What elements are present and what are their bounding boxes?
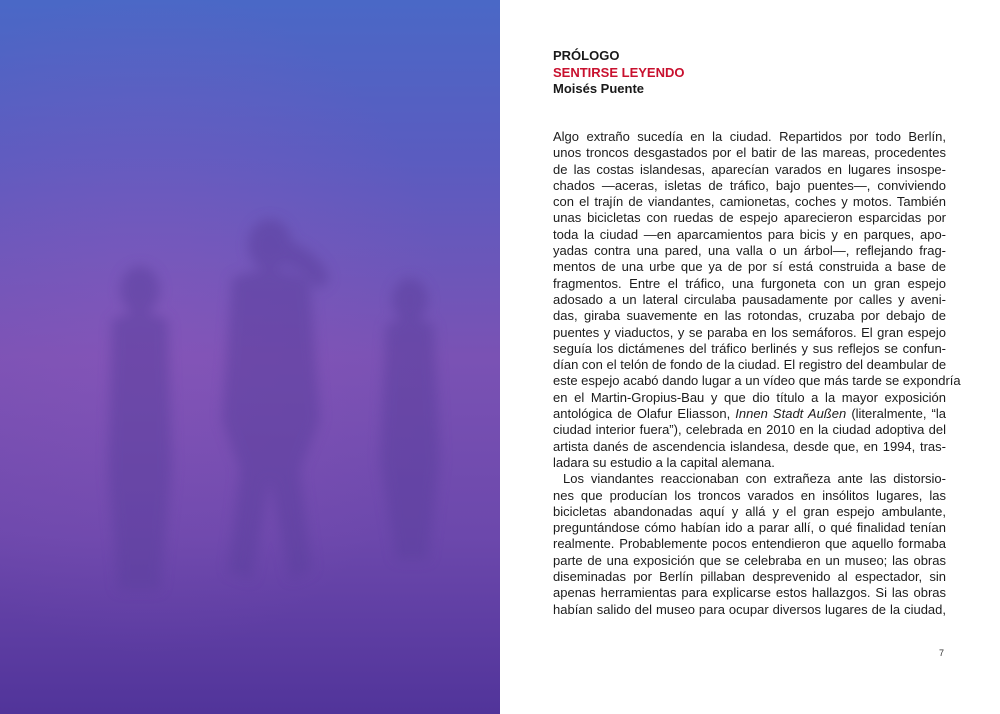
body-text bbox=[553, 129, 961, 618]
figure-body-right bbox=[380, 319, 440, 561]
text-line: unas bicicletas con ruedas de espejo aparecieron esparcidas por bbox=[553, 210, 946, 226]
text-line: ladara su estudio a la capital alemana. bbox=[553, 454, 775, 470]
chapter-kicker: PRÓLOGO bbox=[553, 48, 620, 63]
text-segment: (literalmente, “la bbox=[846, 406, 947, 422]
text-line: Algo extraño sucedía en la ciudad. Repartidos por todo Berlín, bbox=[553, 129, 946, 144]
text-line: mentos de una urbe que ya de por sí está construida a base de bbox=[553, 259, 946, 275]
text-line: toda la ciudad —en aparcamientos para bicis y en parques, apo- bbox=[553, 226, 946, 242]
text-line: bicicletas abandonadas aquí y allá y el gran espejo ambulante, bbox=[553, 503, 946, 519]
text-line: con el trajín de viandantes, camionetas, coches y motos. También bbox=[553, 194, 946, 210]
text-line: fragmentos. Entre el tráfico, una furgoneta con un gran espejo bbox=[553, 275, 946, 291]
text-line: habían salido del museo para ocupar diversos lugares de la ciudad, bbox=[553, 601, 946, 617]
text-line: das, giraba suavemente en las rotondas, cruzaba por debajo de bbox=[553, 308, 946, 324]
page-number: 7 bbox=[939, 648, 945, 658]
text-line: parte de una exposición que se celebraba en un museo; las obras bbox=[553, 552, 946, 568]
text-line: yadas contra una pared, una valla o un árbol—, reflejando frag- bbox=[553, 243, 946, 259]
text-line: de las costas islandesas, aparecían varados en lugares insospe- bbox=[553, 161, 946, 177]
text-line: unos troncos desgastados por el batir de las mareas, procedentes bbox=[553, 145, 946, 161]
text-line: dían con el telón de fondo de la ciudad. El registro del deambular de bbox=[553, 357, 947, 373]
text-line: preguntándose cómo habían ido a parar allí, o qué finalidad tenían bbox=[553, 520, 946, 536]
figure-head-right bbox=[392, 278, 428, 322]
text-line: adosado a un lateral circulaba pausadamente por calles y aveni- bbox=[553, 291, 946, 307]
text-segment: antológica de Olafur Eliasson, bbox=[553, 406, 736, 422]
chapter-header bbox=[553, 48, 684, 98]
text-line: Los viandantes reaccionaban con extrañeza ante las distorsio- bbox=[563, 471, 946, 487]
chapter-title: SENTIRSE LEYENDO bbox=[553, 64, 685, 80]
figure-head-left bbox=[120, 266, 160, 314]
figure-head-center bbox=[248, 219, 292, 271]
text-line: ciudad interior fuera”), celebrada en 2010 en la ciudad adoptiva del bbox=[553, 422, 946, 438]
text-line: realmente. Probablemente pocos entendieron que aquello formaba bbox=[553, 536, 946, 552]
figure-body-center bbox=[222, 270, 320, 580]
text-page bbox=[500, 0, 1000, 714]
text-line: puentes y viaductos, y se paraba en los semáforos. El gran espejo bbox=[553, 324, 946, 340]
text-line: diseminadas por Berlín pillaban desprevenido al espectador, sin bbox=[553, 569, 946, 585]
text-line: apenas herramientas para explicarse estos hallazgos. Si las obras bbox=[553, 585, 946, 601]
text-line: chados —aceras, isletas de tráfico, bajo puentes—, conviviendo bbox=[553, 177, 946, 193]
artwork-title: Innen Stadt Außen bbox=[735, 406, 847, 422]
text-line-with-italic bbox=[553, 406, 946, 422]
text-line: seguía los dictámenes del tráfico berlinés y sus reflejos se confun- bbox=[553, 340, 946, 356]
text-line: este espejo acabó dando lugar a un vídeo que más tarde se expondría bbox=[553, 373, 961, 389]
chapter-author: Moisés Puente bbox=[553, 81, 645, 96]
text-line: en el Martin-Gropius-Bau y que dio título a la mayor exposición bbox=[553, 389, 946, 405]
figure-body-left bbox=[108, 313, 172, 591]
text-line: nes que producían los troncos varados en insólitos lugares, las bbox=[553, 487, 946, 503]
text-line: artista danés de ascendencia islandesa, desde que, en 1994, tras- bbox=[553, 438, 946, 454]
